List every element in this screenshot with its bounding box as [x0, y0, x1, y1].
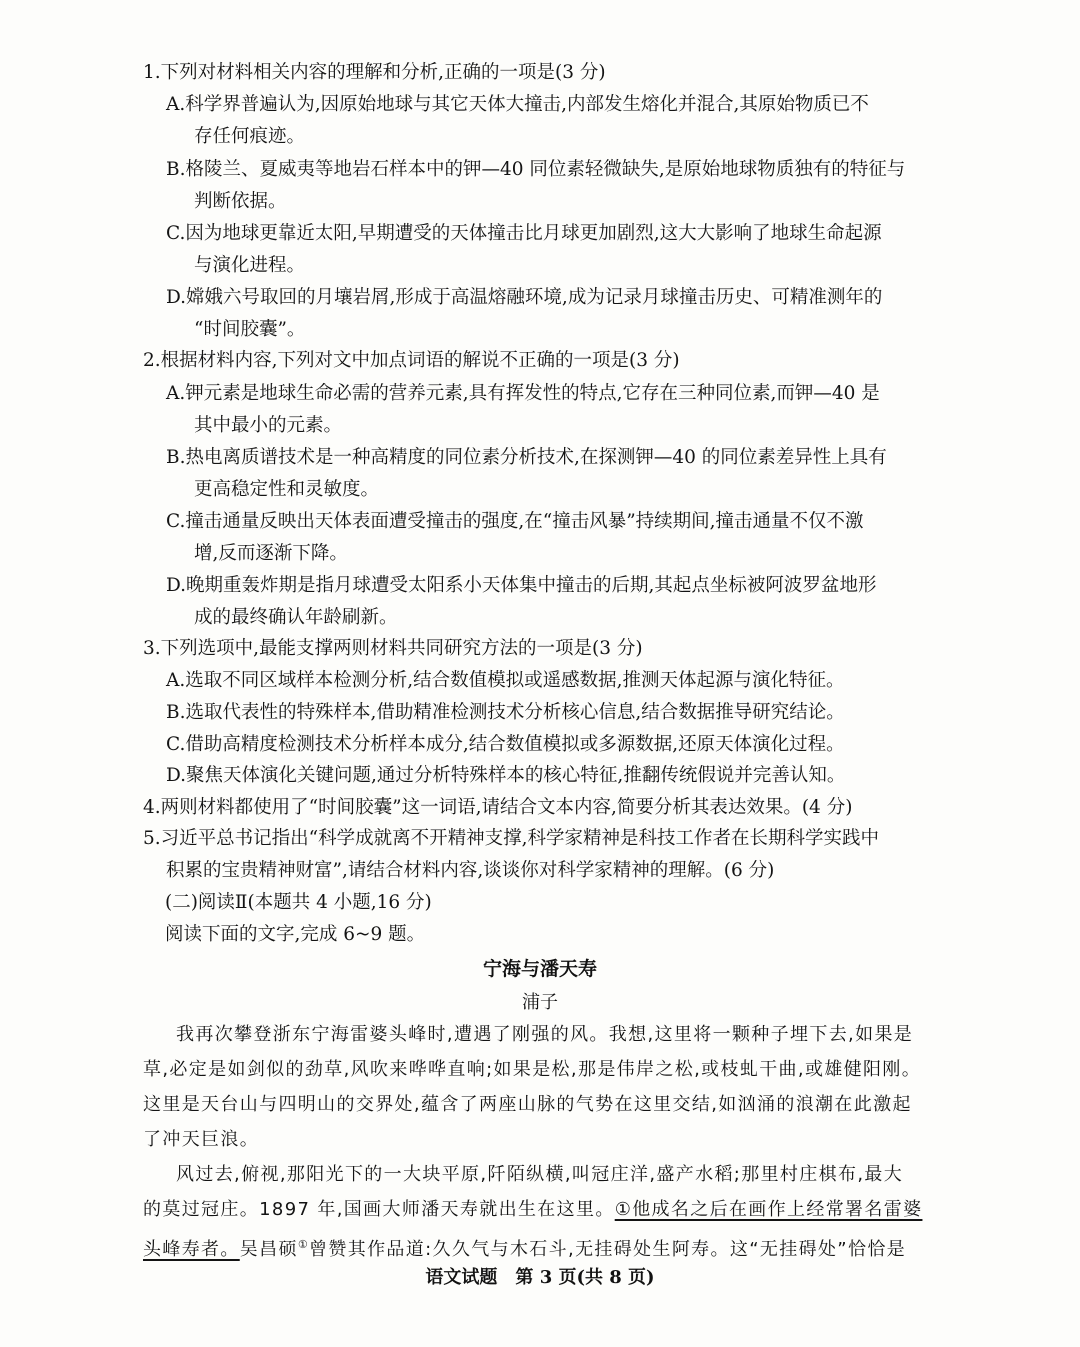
underlined-sentence-1: ①他成名之后在画作上经常署名雷婆 — [614, 1199, 923, 1220]
q1-stem: 1.下列对材料相关内容的理解和分析,正确的一项是(3 分) — [143, 62, 606, 83]
q2-option-b-line2: 更高稳定性和灵敏度。 — [194, 479, 380, 500]
passage-p2-line1: 风过去,俯视,那阳光下的一大块平原,阡陌纵横,叫冠庄洋,盛产水稻;那里村庄棋布,最大 — [176, 1164, 904, 1185]
q1-option-b-line2: 判断依据。 — [194, 191, 287, 212]
q1-option-b-line1: B.格陵兰、夏威夷等地岩石样本中的钾—40 同位素轻微缺失,是原始地球物质独有的特征与 — [166, 159, 906, 180]
q3-option-d: D.聚焦天体演化关键问题,通过分析特殊样本的核心特征,推翻传统假说并完善认知。 — [166, 765, 846, 786]
q2-option-c-line2: 增,反而逐渐下降。 — [194, 543, 348, 564]
passage-author: 浦子 — [522, 992, 558, 1013]
q2-option-a-line2: 其中最小的元素。 — [194, 415, 343, 436]
q2-option-c-line1: C.撞击通量反映出天体表面遭受撞击的强度,在“撞击风暴”持续期间,撞击通量不仅不激 — [166, 511, 864, 532]
passage-p2-line2-text: 的莫过冠庄。1897 年,国画大师潘天寿就出生在这里。 — [143, 1199, 615, 1220]
passage-p1-line3: 这里是天台山与四明山的交界处,蕴含了两座山脉的气势在这里交结,如汹涌的浪潮在此激起 — [143, 1094, 912, 1115]
q3-option-b: B.选取代表性的特殊样本,借助精准检测技术分析核心信息,结合数据推导研究结论。 — [166, 702, 845, 723]
passage-p2-line3-text: 曾赞其作品道:久久气与木石斗,无挂碍处生阿寿。这“无挂碍处”恰恰是 — [309, 1239, 907, 1260]
section-instruction: 阅读下面的文字,完成 6~9 题。 — [165, 924, 426, 945]
page-footer: 语文试题 第 3 页(共 8 页) — [425, 1267, 655, 1288]
passage-title: 宁海与潘天寿 — [482, 958, 597, 980]
q3-option-a: A.选取不同区域样本检测分析,结合数值模拟或遥感数据,推测天体起源与演化特征。 — [166, 670, 845, 691]
section-heading: (二)阅读Ⅱ(本题共 4 小题,16 分) — [165, 892, 432, 913]
footnote-marker: ① — [297, 1238, 310, 1251]
q1-option-c-line2: 与演化进程。 — [194, 255, 306, 276]
q2-option-a-line1: A.钾元素是地球生命必需的营养元素,具有挥发性的特点,它存在三种同位素,而钾—40 是 — [166, 383, 880, 404]
passage-p1-line1: 我再次攀登浙东宁海雷婆头峰时,遭遇了刚强的风。我想,这里将一颗种子埋下去,如果是 — [176, 1024, 914, 1045]
q2-option-b-line1: B.热电离质谱技术是一种高精度的同位素分析技术,在探测钾—40 的同位素差异性上具有 — [166, 447, 887, 468]
passage-p1-line2: 草,必定是如剑似的劲草,风吹来哗哗直响;如果是松,那是伟岸之松,或枝虬干曲,或雄健阳刚。 — [143, 1059, 922, 1080]
q4-stem: 4.两则材料都使用了“时间胶囊”这一词语,请结合文本内容,简要分析其表达效果。(4 分) — [143, 797, 853, 818]
passage-name-wu-changshuo: 吴昌硕 — [239, 1239, 298, 1260]
underlined-sentence-1-end: 头峰寿者。 — [143, 1239, 240, 1260]
q2-option-d-line2: 成的最终确认年龄刷新。 — [194, 607, 398, 628]
q1-option-c-line1: C.因为地球更靠近太阳,早期遭受的天体撞击比月球更加剧烈,这大大影响了地球生命起源 — [166, 223, 882, 244]
q3-stem: 3.下列选项中,最能支撑两则材料共同研究方法的一项是(3 分) — [143, 638, 643, 659]
passage-p2-line2 — [143, 1197, 922, 1223]
q2-stem: 2.根据材料内容,下列对文中加点词语的解说不正确的一项是(3 分) — [143, 350, 680, 371]
passage-p1-line4: 了冲天巨浪。 — [143, 1129, 260, 1150]
q1-option-d-line1: D.嫦娥六号取回的月壤岩屑,形成于高温熔融环境,成为记录月球撞击历史、可精准测年的 — [166, 287, 883, 308]
passage-p2-line3 — [143, 1232, 906, 1263]
q3-option-c: C.借助高精度检测技术分析样本成分,结合数值模拟或多源数据,还原天体演化过程。 — [166, 734, 845, 755]
q1-option-a-line1: A.科学界普遍认为,因原始地球与其它天体大撞击,内部发生熔化并混合,其原始物质已不 — [166, 94, 869, 115]
q1-option-a-line2: 存任何痕迹。 — [194, 126, 306, 147]
q5-line1: 5.习近平总书记指出“科学成就离不开精神支撑,科学家精神是科技工作者在长期科学实践中 — [143, 828, 879, 849]
q1-option-d-line2: “时间胶囊”。 — [194, 319, 306, 340]
q5-line2: 积累的宝贵精神财富”,请结合材料内容,谈谈你对科学家精神的理解。(6 分) — [166, 860, 775, 881]
q2-option-d-line1: D.晚期重轰炸期是指月球遭受太阳系小天体集中撞击的后期,其起点坐标被阿波罗盆地形 — [166, 575, 877, 596]
